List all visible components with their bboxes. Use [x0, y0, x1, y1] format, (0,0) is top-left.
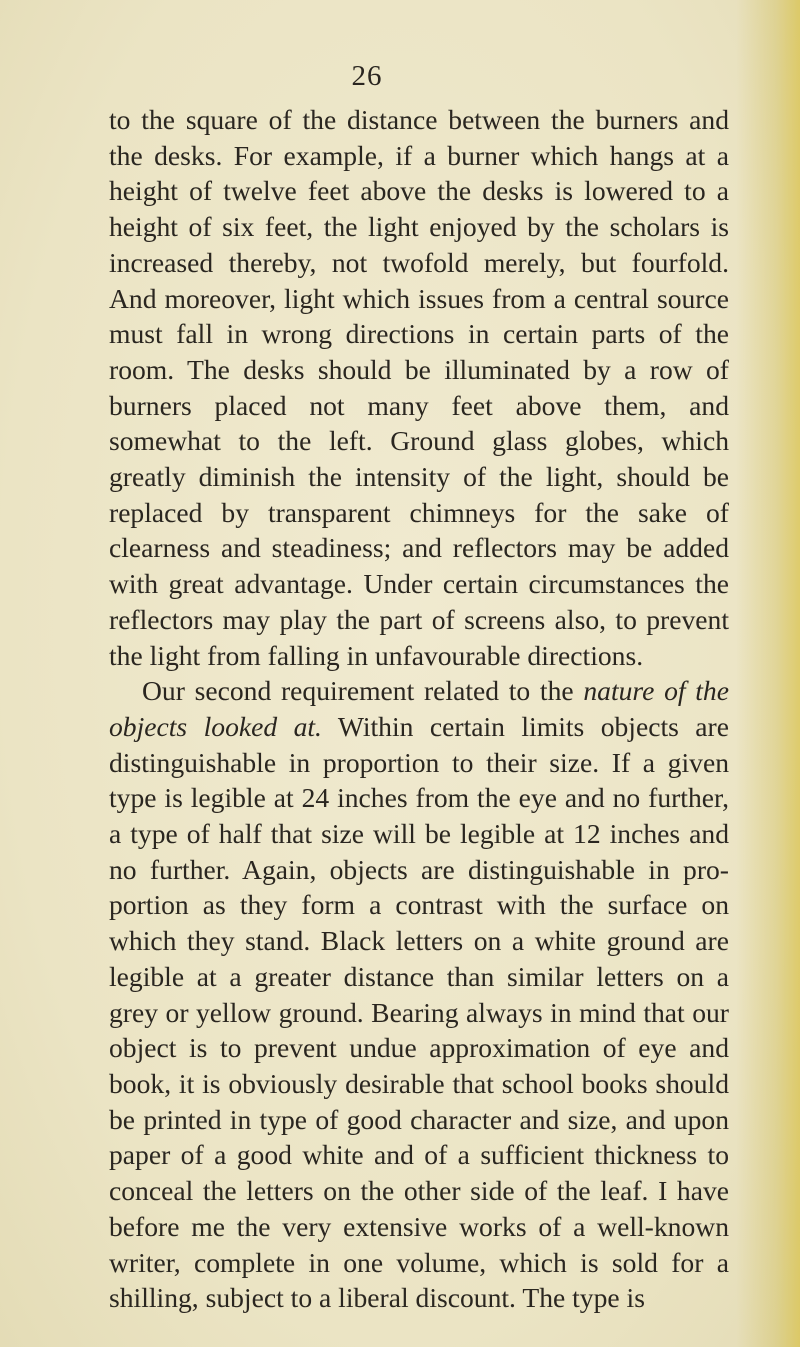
page-number: 26	[351, 60, 383, 92]
paragraph-2-emphasis: nature of the objects looked at.	[109, 675, 729, 742]
body-text	[109, 102, 729, 1316]
paragraph-2-before: Our second requirement related to the	[142, 675, 584, 707]
paragraph-2-after: Within certain limits objects are distinguishable in proportion to their size. If a given type is legible at 24 inches from the eye and no further, a type of half that size will be legible at 12 inches and no further. Again, objects are distinguishable in pro- portion as they form a contrast with the surface on which they stand. Black letters on a white ground are legible at a greater distance than similar letters on a grey or yellow ground. Bearing always in mind that our object is to prevent undue approximation of eye and book, it is obviously desirable that school books should be printed in type of good character and size, and upon paper of a good white and of a sufficient thickness to conceal the letters on the other side of the leaf. I have before me the very extensive works of a well-known writer, complete in one volume, which is sold for a shilling, subject to a liberal discount. The type is	[109, 710, 729, 1314]
paragraph-2	[109, 673, 729, 1316]
paragraph-1: to the square of the distance between the burners and the desks. For example, if a burner which hangs at a height of twelve feet above the desks is lowered to a height of six feet, the light enjoyed by the scholars is increased thereby, not twofold merely, but fourfold. And moreover, light which issues from a central source must fall in wrong directions in certain parts of the room. The desks should be illuminated by a row of burners placed not many feet above them, and somewhat to the left. Ground glass globes, which greatly diminish the intensity of the light, should be replaced by transparent chimneys for the sake of clearness and steadiness; and reflectors may be added with great advantage. Under certain circumstances the reflectors may play the part of screens also, to prevent the light from falling in unfavourable directions.	[109, 104, 729, 671]
